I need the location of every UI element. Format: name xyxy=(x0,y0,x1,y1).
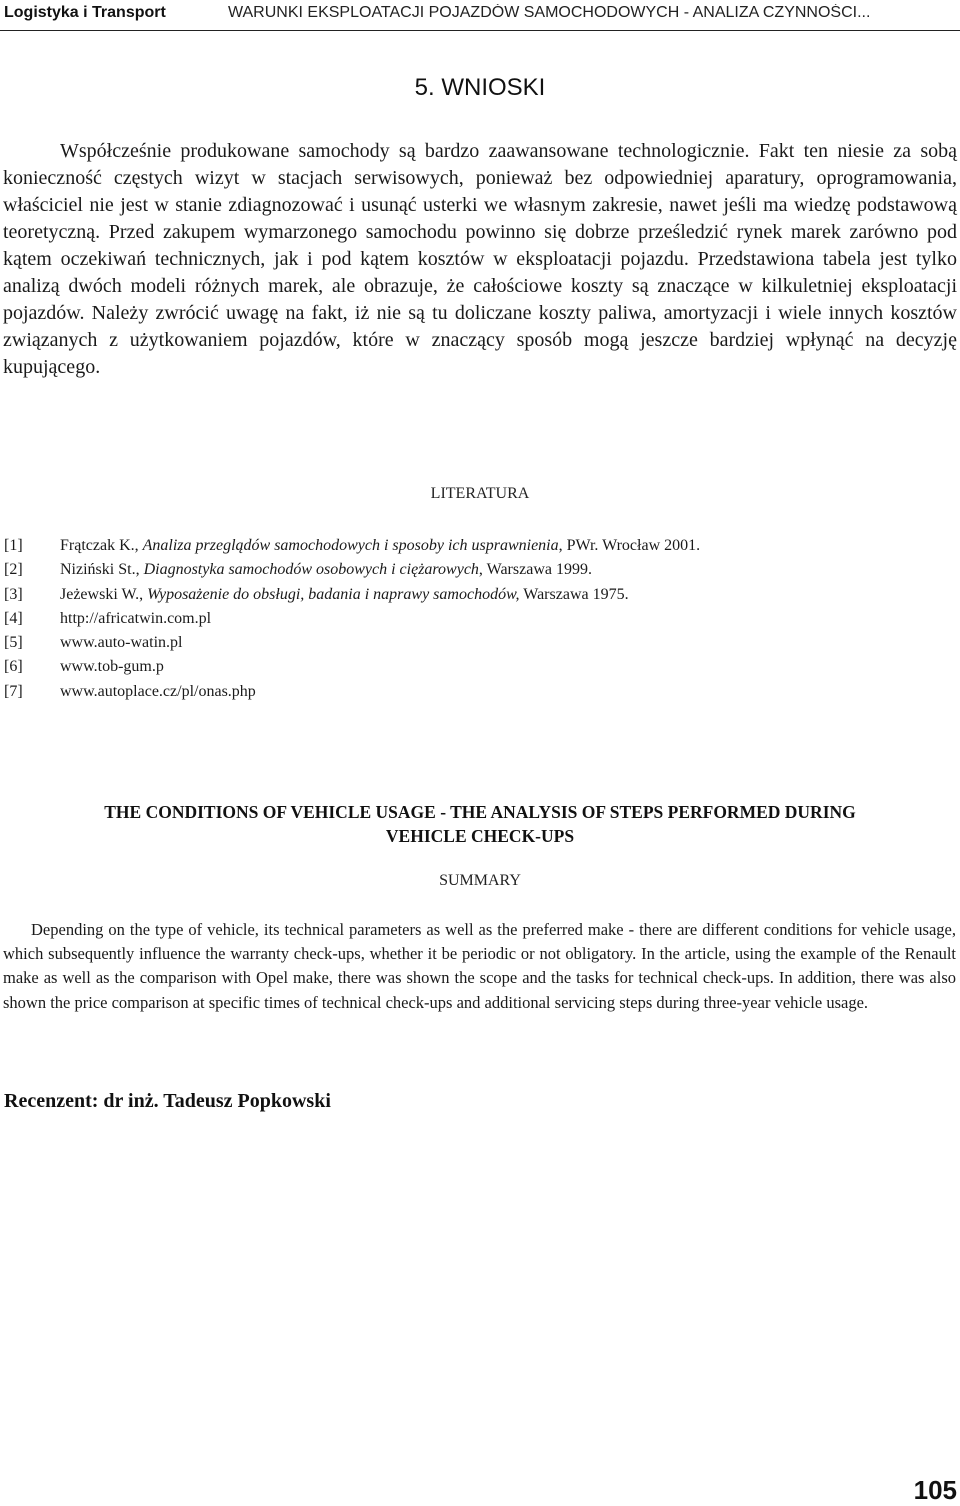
reference-title: Analiza przeglądów samochodowych i sposoby ich usprawnienia xyxy=(142,537,559,554)
reference-number: [4] xyxy=(4,609,23,627)
reference-item xyxy=(4,558,954,582)
reference-url: www.auto-watin.pl xyxy=(60,634,183,652)
reference-publisher: , PWr. Wrocław 2001. xyxy=(558,537,701,554)
reference-url: www.tob-gum.p xyxy=(60,658,164,676)
reference-number: [7] xyxy=(4,682,23,700)
reference-number: [6] xyxy=(4,658,23,676)
english-title-line: VEHICLE CHECK-UPS xyxy=(385,826,575,846)
literature-title: LITERATURA xyxy=(430,485,530,502)
reference-item xyxy=(4,631,954,655)
page-number: 105 xyxy=(913,1475,957,1505)
summary-title: SUMMARY xyxy=(439,872,521,889)
reference-list xyxy=(4,534,954,704)
reference-number: [3] xyxy=(4,585,23,603)
reference-item xyxy=(4,655,954,679)
running-title: WARUNKI EKSPLOATACJI POJAZDÓW SAMOCHODOWYCH - ANALIZA CZYNNOŚCI... xyxy=(228,4,871,21)
reference-author: Jeżewski W., xyxy=(60,585,144,603)
english-title xyxy=(0,800,960,848)
conclusions-paragraph: Współcześnie produkowane samochody są bardzo zaawansowane technologicznie. Fakt ten niesie za sobą konieczność częstych wizyt w stacjach serwisowych, ponieważ bez odpowiedniej aparatury, oprogramowania, właściciel nie jest w stanie zdiagnozować i usunąć usterki we własnym zakresie, nawet jeśli ma wiedzę podstawową teoretyczną. Przed zakupem wymarzonego samochodu powinno się dobrze prześledzić rynek marek zarówno pod kątem oczekiwań technicznych, jak i pod kątem kosztów w eksploatacji pojazdu. Przedstawiona tabela jest tylko analizą dwóch modeli różnych marek, ale obrazuje, że całościowe koszty są znaczące w kilkuletniej eksploatacji pojazdów. Należy zwrócić uwagę na fakt, iż nie są tu doliczane koszty paliwa, amortyzacji i wiele innych kosztów związanych z użytkowaniem pojazdów, które w znaczący sposób mogą jeszcze bardziej wpłynąć na decyzję kupującego. xyxy=(3,140,957,378)
reference-title: Wyposażenie do obsługi, badania i naprawy samochodów, xyxy=(147,585,520,603)
reference-publisher: , Warszawa 1999. xyxy=(478,561,592,579)
reference-item xyxy=(4,583,954,607)
reference-item xyxy=(4,534,954,558)
english-title-line: THE CONDITIONS OF VEHICLE USAGE - THE ANALYSIS OF STEPS PERFORMED DURING xyxy=(104,802,856,822)
page-header xyxy=(0,0,960,31)
journal-name: Logistyka i Transport xyxy=(4,4,166,21)
reference-item xyxy=(4,680,954,704)
reference-number: [1] xyxy=(4,537,23,554)
reference-publisher: Warszawa 1975. xyxy=(519,585,629,603)
reference-title: Diagnostyka samochodów osobowych i ciężarowych xyxy=(143,561,479,579)
reference-number: [2] xyxy=(4,561,23,579)
reference-author: Niziński St., xyxy=(60,561,140,579)
reference-url: http://africatwin.com.pl xyxy=(60,609,212,627)
reference-url: www.autoplace.cz/pl/onas.php xyxy=(60,682,256,700)
reviewer-line: Recenzent: dr inż. Tadeusz Popkowski xyxy=(4,1090,331,1112)
reference-author: Frątczak K., xyxy=(60,537,139,554)
section-title: 5. WNIOSKI xyxy=(414,74,546,101)
reference-number: [5] xyxy=(4,634,23,652)
reference-item xyxy=(4,607,954,631)
summary-paragraph: Depending on the type of vehicle, its technical parameters as well as the preferred make - there are different conditions for vehicle usage, which subsequently influence the warranty check-ups, whether it be periodic or not obligatory. In the article, using the example of the Renault make as well as the comparison with Opel make, there was shown the scope and the tasks for technical check-ups. In addition, there was also shown the price comparison at specific times of technical check-ups and additional servicing steps during three-year vehicle usage. xyxy=(3,920,956,1012)
